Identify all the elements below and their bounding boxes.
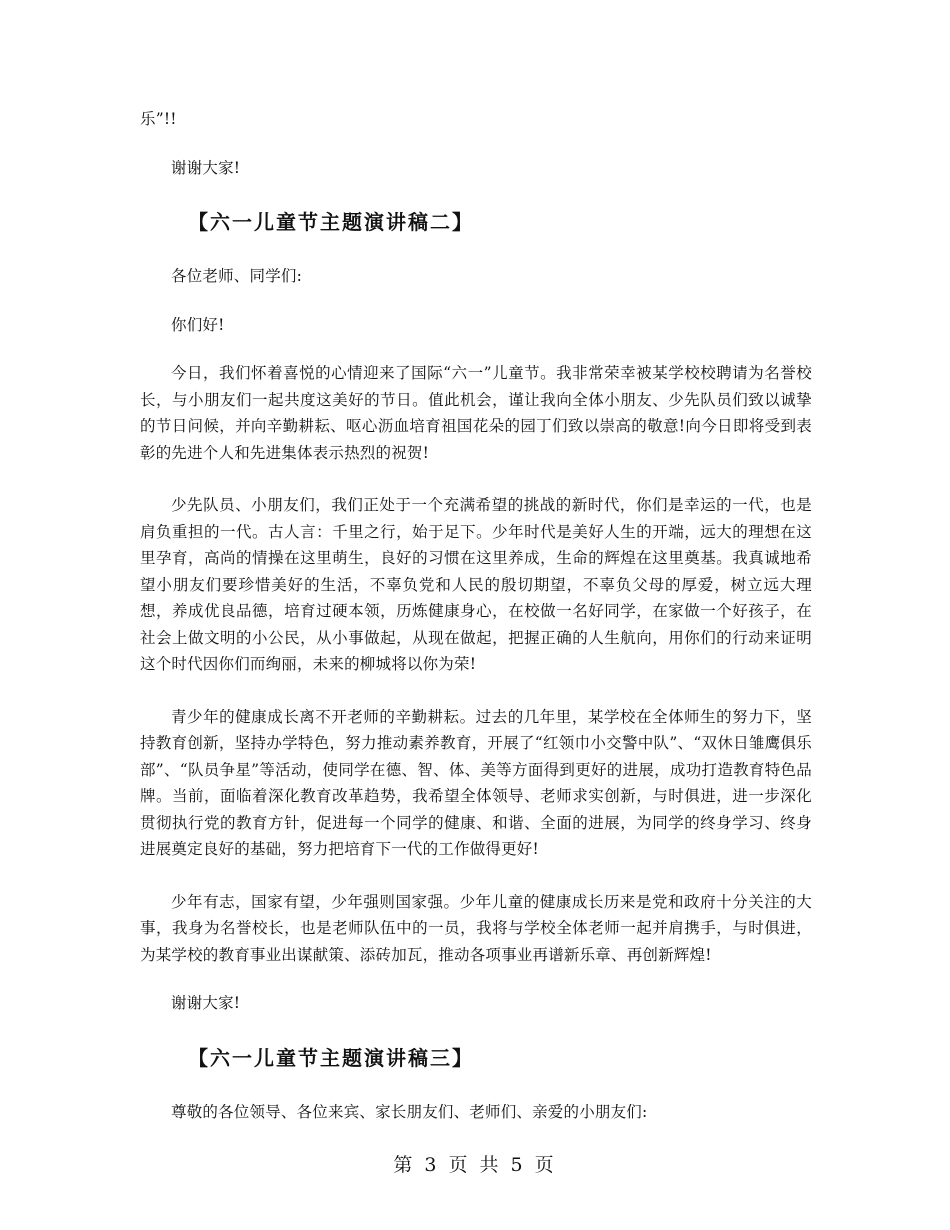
salutation-3: 尊敬的各位领导、各位来宾、家长朋友们、老师们、亲爱的小朋友们:: [171, 1102, 648, 1121]
greeting: 你们好!: [171, 315, 225, 334]
closing-thanks-2: 谢谢大家!: [171, 994, 241, 1012]
page-number-footer: 第 3 页 共 5 页: [393, 1154, 557, 1176]
continued-paragraph: 乐”!!: [140, 110, 177, 128]
body-paragraph-3: 青少年的健康成长离不开老师的辛勤耕耘。过去的几年里，某学校在全体师生的努力下，坚持教育创新，坚持办学特色，努力推动素养教育，开展了“红领巾小交警中队”、“双休日雏鹰俱乐部”、“队员争星”等活动，使同学在德、智、体、美等方面得到更好的进展，成功打造教育特色品牌。当前，面临着深化教育改革趋势，我希望全体领导、老师求实创新，与时俱进，进一步深化贯彻执行党的教育方针，促进每一个同学的健康、和谐、全面的进展，为同学的终身学习、终身进展奠定良好的基础，努力把培育下一代的工作做得更好!: [140, 707, 812, 858]
section-heading-3: 【六一儿童节主题演讲稿三】: [188, 1045, 474, 1070]
body-paragraph-1: 今日，我们怀着喜悦的心情迎来了国际“六一”儿童节。我非常荣幸被某学校校聘请为名誉校长，与小朋友们一起共度这美好的节日。值此机会，谨让我向全体小朋友、少先队员们致以诚挚的节日问候，并向辛勤耕耘、呕心沥血培育祖国花朵的园丁们致以崇高的敬意!向今日即将受到表彰的先进个人和先进集体表示热烈的祝贺!: [140, 364, 812, 462]
body-paragraph-2: 少先队员、小朋友们，我们正处于一个充满希望的挑战的新时代，你们是幸运的一代，也是肩负重担的一代。古人言：千里之行，始于足下。少年时代是美好人生的开端，远大的理想在这里孕育，高尚的情操在这里萌生，良好的习惯在这里养成，生命的辉煌在这里奠基。我真诚地希望小朋友们要珍惜美好的生活，不辜负党和人民的殷切期望，不辜负父母的厚爱，树立远大理想，养成优良品德，培育过硬本领，历炼健康身心，在校做一名好同学，在家做一个好孩子，在社会上做文明的小公民，从小事做起，从现在做起，把握正确的人生航向，用你们的行动来证明这个时代因你们而绚丽，未来的柳城将以你为荣!: [140, 496, 812, 673]
closing-thanks: 谢谢大家!: [171, 158, 241, 177]
section-heading-2: 【六一儿童节主题演讲稿二】: [188, 210, 474, 234]
salutation: 各位老师、同学们:: [171, 267, 303, 285]
body-paragraph-4: 少年有志，国家有望，少年强则国家强。少年儿童的健康成长历来是党和政府十分关注的大事，我身为名誉校长，也是老师队伍中的一员，我将与学校全体老师一起并肩携手，与时俱进，为某学校的教育事业出谋献策、添砖加瓦，推动各项事业再谱新乐章、再创新辉煌!: [140, 892, 812, 964]
document-body: [140, 106, 812, 1125]
